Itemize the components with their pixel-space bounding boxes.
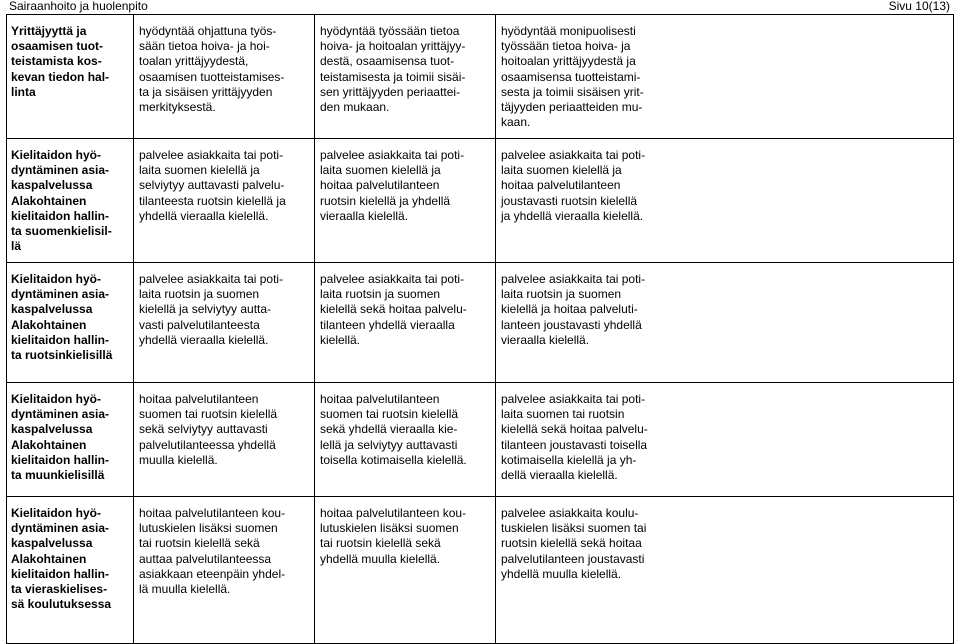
level-good-cell: palvelee asiakkaita tai poti- laita suomen kielellä ja hoitaa palvelutilanteen ruotsin kielellä ja yhdellä vieraalla kielellä. (315, 139, 496, 263)
level-excellent-text: palvelee asiakkaita tai poti- laita suomen tai ruotsin kielellä sekä hoitaa palvelu- tilanteen joustavasti toisella kotimaisella kielellä ja yh- dellä vieraalla kielellä. (501, 392, 648, 483)
level-excellent-text: hyödyntää monipuolisesti työssään tietoa hoiva- ja hoitoalan yrittäjyydestä ja osaamisensa tuotteistami- sesta ja toimii sisäisen yrit- täjyyden periaatteiden mu- kaan. (501, 24, 644, 130)
table-row (7, 263, 954, 383)
level-satisfactory-cell: hoitaa palvelutilanteen suomen tai ruotsin kielellä sekä selviytyy auttavasti palvelutilanteessa yhdellä muulla kielellä. (134, 383, 315, 497)
criterion-cell: Kielitaidon hyö- dyntäminen asia- kaspalvelussa Alakohtainen kielitaidon hallin- ta vieraskielises- sä koulutuksessa (7, 497, 134, 644)
level-excellent-text: palvelee asiakkaita koulu- tuskielen lisäksi suomen tai ruotsin kielellä sekä hoitaa palvelutilanteen joustavasti yhdellä muulla kielellä. (501, 506, 647, 581)
level-good-cell: hyödyntää työssään tietoa hoiva- ja hoitoalan yrittäjyy- destä, osaamisensa tuot- teistamisesta ja toimii sisäi- sen yrittäjyyden periaattei- den mukaan. (315, 15, 496, 139)
table-row (7, 383, 954, 497)
level-excellent-text: palvelee asiakkaita tai poti- laita ruotsin ja suomen kielellä ja hoitaa palveluti- lanteen joustavasti yhdellä vieraalla kielellä. (501, 272, 646, 347)
level-excellent-cell (496, 15, 954, 139)
level-satisfactory-cell: palvelee asiakkaita tai poti- laita ruotsin ja suomen kielellä ja selviytyy autta- vasti palvelutilanteesta yhdellä vieraalla kielellä. (134, 263, 315, 383)
level-satisfactory-cell: palvelee asiakkaita tai poti- laita suomen kielellä ja selviytyy auttavasti palvelu- tilanteesta ruotsin kielellä ja yhdellä vieraalla kielellä. (134, 139, 315, 263)
level-excellent-cell (496, 139, 954, 263)
table-row (7, 497, 954, 644)
criterion-cell: Kielitaidon hyö- dyntäminen asia- kaspalvelussa Alakohtainen kielitaidon hallin- ta ruotsinkielisillä (7, 263, 134, 383)
table-row (7, 15, 954, 139)
assessment-table (6, 14, 954, 644)
level-excellent-cell (496, 497, 954, 644)
level-excellent-cell (496, 383, 954, 497)
document-title: Sairaanhoito ja huolenpito (9, 0, 148, 13)
page-number: Sivu 10(13) (888, 0, 950, 13)
level-good-cell: hoitaa palvelutilanteen kou- lutuskielen lisäksi suomen tai ruotsin kielellä sekä yhdellä muulla kielellä. (315, 497, 496, 644)
criterion-cell: Kielitaidon hyö- dyntäminen asia- kaspalvelussa Alakohtainen kielitaidon hallin- ta muunkielisillä (7, 383, 134, 497)
page-header (6, 0, 953, 14)
level-excellent-text: palvelee asiakkaita tai poti- laita suomen kielellä ja hoitaa palvelutilanteen joustavasti ruotsin kielellä ja yhdellä vieraalla kielellä. (501, 148, 646, 223)
table-row (7, 139, 954, 263)
level-good-cell: hoitaa palvelutilanteen suomen tai ruotsin kielellä sekä yhdellä vieraalla kie- lellä ja selviytyy auttavasti toisella kotimaisella kielellä. (315, 383, 496, 497)
level-satisfactory-cell: hyödyntää ohjattuna työs- sään tietoa hoiva- ja hoi- toalan yrittäjyydestä, osaamisen tuotteistamises- ta ja sisäisen yrittäjyyden merkityksestä. (134, 15, 315, 139)
level-excellent-cell (496, 263, 954, 383)
level-good-cell: palvelee asiakkaita tai poti- laita ruotsin ja suomen kielellä sekä hoitaa palvelu- tilanteen yhdellä vieraalla kielellä. (315, 263, 496, 383)
level-satisfactory-cell: hoitaa palvelutilanteen kou- lutuskielen lisäksi suomen tai ruotsin kielellä sekä auttaa palvelutilanteessa asiakkaan eteenpäin yhdel- lä muulla kielellä. (134, 497, 315, 644)
criterion-cell: Kielitaidon hyö- dyntäminen asia- kaspalvelussa Alakohtainen kielitaidon hallin- ta suomenkielisil- lä (7, 139, 134, 263)
criterion-cell: Yrittäjyyttä ja osaamisen tuot- teistamista kos- kevan tiedon hal- linta (7, 15, 134, 139)
